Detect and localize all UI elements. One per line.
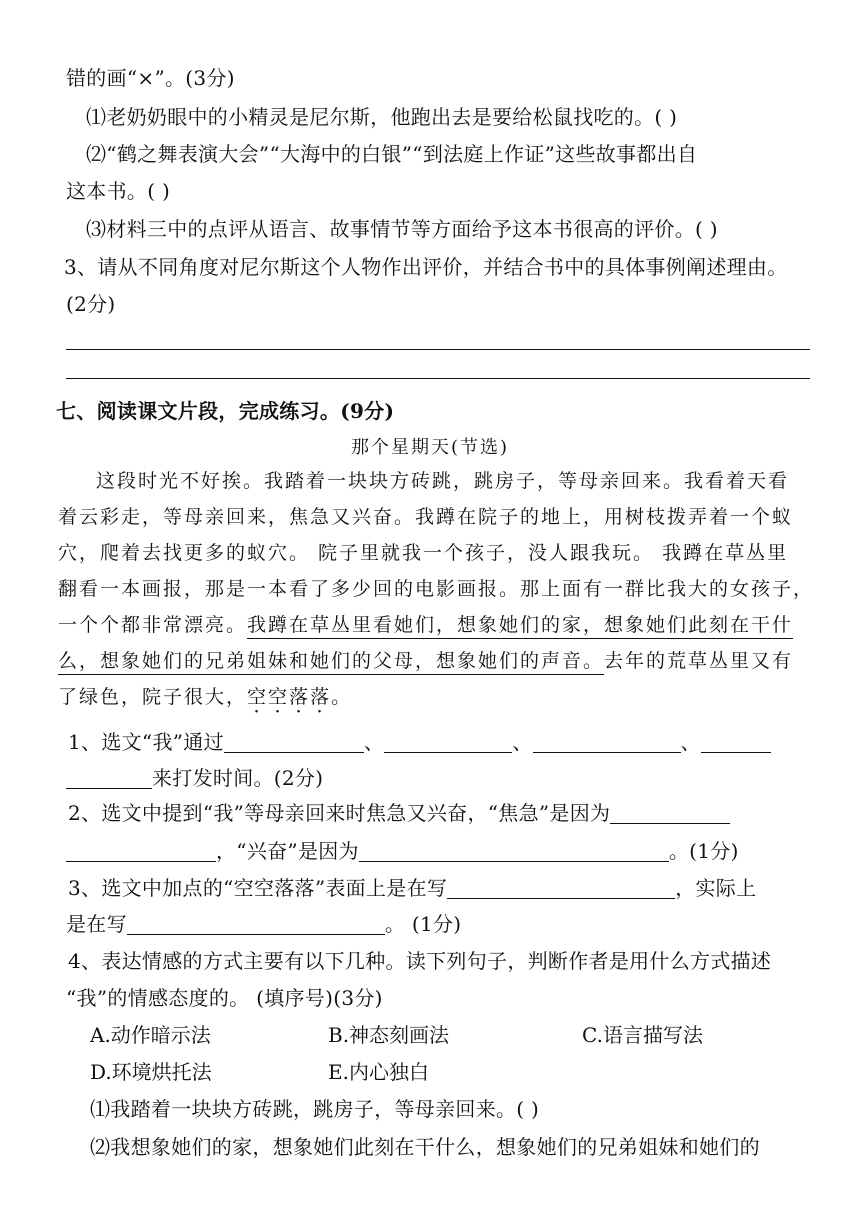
option-d: D.环境烘托法	[90, 1060, 212, 1084]
q6-item-2-line-1: ⑵“鹤之舞表演大会”“大海中的白银”“到法庭上作证”这些故事都出自	[86, 142, 698, 166]
separator: 、	[363, 730, 385, 754]
passage-line-3: 穴，爬着去找更多的蚁穴。 院子里就我一个孩子，没人跟我玩。 我蹲在草丛里	[58, 542, 789, 564]
option-b: B.神态刻画法	[328, 1023, 450, 1047]
option-a: A.动作暗示法	[90, 1023, 211, 1047]
underlined-sentence-part-1: 我蹲在草丛里看她们，想象她们的家，想象她们此刻在干什	[247, 614, 793, 639]
q6-item-3: ⑶材料三中的点评从语言、故事情节等方面给予这本书很高的评价。( )	[86, 217, 718, 241]
q6-question-3-line-1: 3、请从不同角度对尼尔斯这个人物作出评价，并结合书中的具体事例阐述理由。	[64, 255, 788, 279]
q7-3-line-1	[68, 873, 810, 903]
q7-3-line-2	[66, 909, 810, 939]
passage-line-6	[58, 646, 808, 676]
dotted-char: 落	[310, 686, 332, 708]
answer-line-1[interactable]	[66, 349, 810, 350]
q7-4-sentence-2: ⑵我想象她们的家，想象她们此刻在干什么，想象她们的兄弟姐妹和她们的	[90, 1135, 760, 1159]
passage-line-4: 翻看一本画报，那是一本看了多少回的电影画报。那上面有一群比我大的女孩子，	[58, 578, 815, 600]
q7-2-line-1	[68, 798, 810, 828]
passage-line-7-plain: 了绿色，院子很大，	[58, 686, 248, 708]
underlined-sentence-part-2: 么，想象她们的兄弟姐妹和她们的父母，想象她们的声音。	[58, 650, 604, 675]
answer-line-2[interactable]	[66, 378, 810, 379]
q7-1-blank-3[interactable]	[533, 730, 681, 753]
q7-4-line-2: “我”的情感态度的。 (填序号)(3分)	[66, 986, 383, 1010]
q7-1-blank-4[interactable]	[701, 730, 771, 753]
dotted-char: 空	[268, 686, 290, 708]
q7-1-blank-1[interactable]	[224, 730, 364, 753]
option-e: E.内心独白	[328, 1060, 429, 1084]
separator: 、	[680, 730, 701, 754]
passage-title: 那个星期天(节选)	[350, 437, 510, 458]
q7-1-tail: 来打发时间。(2分)	[152, 766, 324, 790]
passage-line-1: 这段时光不好挨。我踏着一块块方砖跳，跳房子，等母亲回来。我看着天看	[96, 470, 790, 492]
q7-4-line-1: 4、表达情感的方式主要有以下几种。读下列句子，判断作者是用什么方式描述	[68, 949, 772, 973]
q7-4-sentence-1: ⑴我踏着一块块方砖跳，跳房子，等母亲回来。( )	[90, 1097, 540, 1121]
q7-3-mid: ，实际上	[675, 876, 757, 900]
q6-item-1: ⑴老奶奶眼中的小精灵是尼尔斯，他跑出去是要给松鼠找吃的。( )	[86, 105, 678, 129]
section-7-heading: 七、阅读课文片段，完成练习。(9分)	[56, 399, 395, 423]
q7-2-prompt: 2、选文中提到“我”等母亲回来时焦急又兴奋，“焦急”是因为	[68, 801, 611, 825]
q7-3-prompt-2: 是在写	[66, 912, 127, 936]
passage-line-7	[58, 682, 808, 712]
option-c: C.语言描写法	[582, 1023, 703, 1047]
passage-line-5-plain: 一个个都非常漂亮。	[58, 614, 248, 636]
q7-2-blank-1[interactable]	[610, 801, 730, 824]
dotted-char: 空	[247, 686, 269, 708]
q7-1-line-2	[66, 763, 810, 793]
q7-3-blank-2[interactable]	[127, 912, 385, 935]
q6-intro: 错的画“×”。(3分)	[66, 66, 235, 90]
q7-1-prompt: 1、选文“我”通过	[68, 730, 224, 754]
q7-2-blank-2[interactable]	[359, 839, 669, 862]
q7-2-mid: ，“兴奋”是因为	[216, 839, 359, 863]
q7-2-line-2	[66, 836, 810, 866]
q7-3-tail: 。 (1分)	[384, 912, 462, 936]
q7-2-blank-1-cont[interactable]	[66, 839, 216, 862]
q7-1-line-1	[68, 727, 810, 757]
passage-line-5	[58, 610, 808, 640]
q7-2-tail: 。(1分)	[668, 839, 739, 863]
q7-1-blank-4-cont[interactable]	[66, 766, 152, 789]
passage-line-6-plain: 去年的荒草丛里又有	[604, 650, 794, 672]
passage-line-7-end: 。	[331, 686, 353, 708]
passage-line-2: 着云彩走，等母亲回来，焦急又兴奋。我蹲在院子的地上，用树枝拨弄着一个蚁	[58, 506, 794, 528]
q6-question-3-line-2: (2分)	[66, 292, 116, 316]
q7-3-prompt: 3、选文中加点的“空空落落”表面上是在写	[68, 876, 448, 900]
q6-item-2-line-2: 这本书。( )	[66, 179, 171, 203]
dotted-char: 落	[289, 686, 311, 708]
separator: 、	[512, 730, 533, 754]
q7-3-blank-1[interactable]	[447, 876, 675, 899]
q7-1-blank-2[interactable]	[384, 730, 512, 753]
